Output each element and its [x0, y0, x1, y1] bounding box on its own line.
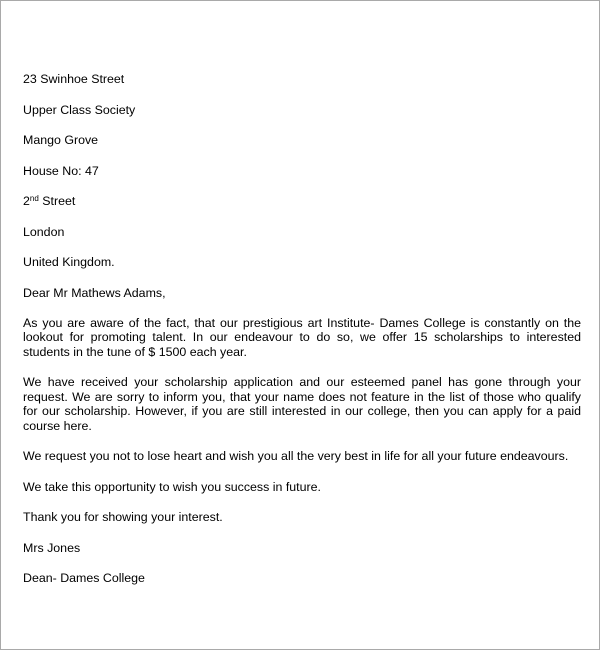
address-line-country: United Kingdom.: [23, 255, 115, 269]
address-line-city: London: [23, 224, 65, 239]
paragraph-decision: We have received your scholarship application and our esteemed panel has gone through your request. We are sorry to inform you, that your name does not feature in the list of those who qualify for our scholarship. However, if you are still interested in our college, then you can apply for a paid course here.: [23, 375, 581, 433]
signature-title: Dean- Dames College: [23, 571, 145, 585]
address-line-society: Upper Class Society: [23, 102, 136, 117]
street-ordinal-suffix: nd: [29, 194, 39, 203]
street-word: Street: [38, 194, 76, 208]
address-line-house: House No: 47: [23, 163, 99, 178]
address-line-second-street: [23, 194, 581, 208]
letter-body: [23, 72, 581, 602]
signature-name: Mrs Jones: [23, 540, 81, 555]
paragraph-intro: As you are aware of the fact, that our prestigious art Institute- Dames College is constantly on the lookout for promoting talent. In our endeavour to do so, we offer 15 scholarships to interested students in the tune of $ 1500 each year.: [23, 315, 581, 359]
paragraph-encouragement: We request you not to lose heart and wish you all the very best in life for all your future endeavours.: [23, 449, 569, 463]
paragraph-wishes: We take this opportunity to wish you success in future.: [23, 479, 321, 494]
address-line-street: 23 Swinhoe Street: [23, 72, 125, 86]
paragraph-thanks: Thank you for showing your interest.: [23, 510, 223, 524]
address-line-area: Mango Grove: [23, 133, 99, 147]
street-number: 2: [23, 194, 30, 208]
salutation: Dear Mr Mathews Adams,: [23, 285, 166, 300]
